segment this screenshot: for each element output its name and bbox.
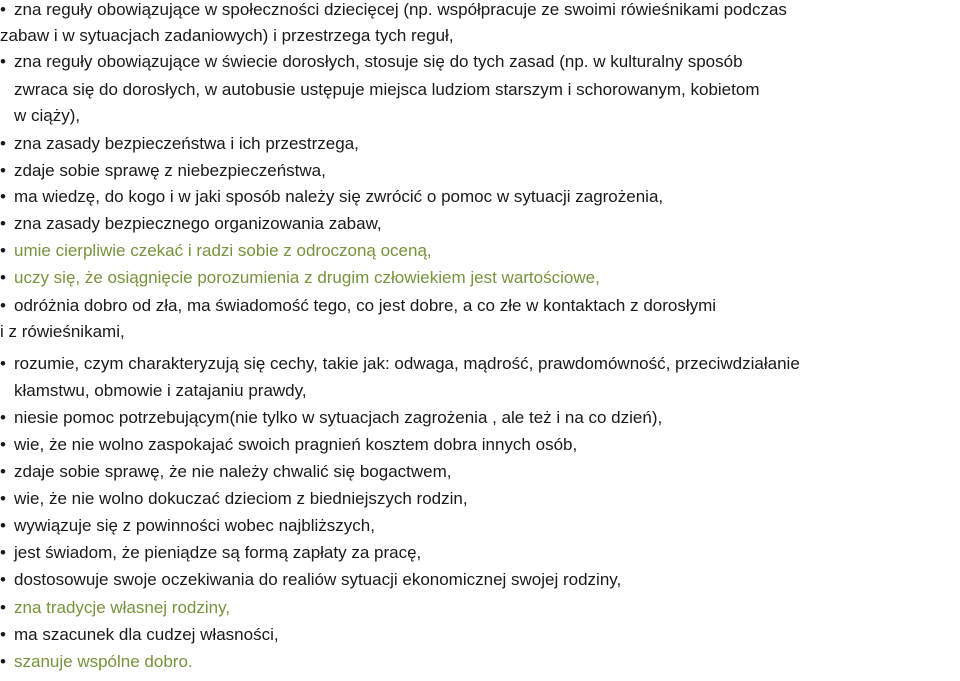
bullet: •: [0, 52, 6, 71]
list-item: [0, 0, 787, 20]
list-item: [0, 489, 468, 509]
bullet: •: [0, 187, 6, 206]
list-item-text: zna reguły obowiązujące w świecie dorosłych, stosuje się do tych zasad (np. w kulturalny sposób: [14, 52, 743, 71]
bullet: •: [0, 408, 6, 427]
bullet: •: [0, 570, 6, 589]
bullet: •: [0, 489, 6, 508]
list-item-text: kłamstwu, obmowie i zatajaniu prawdy,: [14, 381, 307, 400]
list-item-continuation: [0, 26, 454, 46]
list-item-text: zna tradycje własnej rodziny,: [14, 598, 231, 617]
list-item: [0, 354, 800, 374]
bullet: •: [0, 241, 6, 260]
bullet: •: [0, 296, 6, 315]
list-item-text: zna reguły obowiązujące w społeczności dziecięcej (np. współpracuje ze swoimi rówieśnikami podczas: [14, 0, 787, 19]
list-item-text: i z rówieśnikami,: [0, 322, 125, 341]
list-item-highlighted: [0, 241, 432, 261]
list-item-text: wywiązuje się z powinności wobec najbliższych,: [14, 516, 375, 535]
list-item: [0, 543, 421, 563]
list-item-text: wie, że nie wolno dokuczać dzieciom z biedniejszych rodzin,: [14, 489, 468, 508]
list-item-highlighted: [0, 268, 600, 288]
list-item-text: szanuje wspólne dobro.: [14, 652, 193, 671]
list-item-continuation: [14, 106, 80, 126]
list-item-text: w ciąży),: [14, 106, 81, 125]
list-item-text: zwraca się do dorosłych, w autobusie ustępuje miejsca ludziom starszym i schorowanym, kobietom: [14, 80, 760, 99]
list-item: [0, 435, 577, 455]
list-item-text: ma szacunek dla cudzej własności,: [14, 625, 279, 644]
list-item: [0, 462, 452, 482]
bullet: •: [0, 598, 6, 617]
list-item-text: rozumie, czym charakteryzują się cechy, takie jak: odwaga, mądrość, prawdomówność, przeciwdziałanie: [14, 354, 800, 373]
bullet: •: [0, 268, 6, 287]
list-item: [0, 570, 621, 590]
bullet: •: [0, 0, 6, 19]
list-item: [0, 408, 662, 428]
list-item: [0, 187, 663, 207]
bullet: •: [0, 161, 6, 180]
list-item-text: umie cierpliwie czekać i radzi sobie z odroczoną oceną,: [14, 241, 432, 260]
list-item-text: zabaw i w sytuacjach zadaniowych) i przestrzega tych reguł,: [0, 26, 454, 45]
list-item-continuation: [0, 322, 125, 342]
list-item-text: ma wiedzę, do kogo i w jaki sposób należy się zwrócić o pomoc w sytuacji zagrożenia,: [14, 187, 664, 206]
list-item-text: dostosowuje swoje oczekiwania do realiów sytuacji ekonomicznej swojej rodziny,: [14, 570, 622, 589]
bullet: •: [0, 214, 6, 233]
list-item: [0, 625, 279, 645]
bullet: •: [0, 134, 6, 153]
bullet: •: [0, 435, 6, 454]
list-item-text: odróżnia dobro od zła, ma świadomość tego, co jest dobre, a co złe w kontaktach z dorosłymi: [14, 296, 717, 315]
list-item-text: zna zasady bezpieczeństwa i ich przestrzega,: [14, 134, 359, 153]
bullet: •: [0, 543, 6, 562]
bullet: •: [0, 462, 6, 481]
list-item-highlighted: [0, 652, 193, 672]
list-item-text: zdaje sobie sprawę, że nie należy chwalić się bogactwem,: [14, 462, 452, 481]
list-item-text: jest świadom, że pieniądze są formą zapłaty za pracę,: [14, 543, 422, 562]
list-item: [0, 161, 326, 181]
bullet: •: [0, 516, 6, 535]
list-item-text: niesie pomoc potrzebującym(nie tylko w sytuacjach zagrożenia , ale też i na co dzień),: [14, 408, 663, 427]
list-item-highlighted: [0, 598, 230, 618]
list-item: [0, 296, 716, 316]
list-item: [0, 214, 382, 234]
list-item-text: uczy się, że osiągnięcie porozumienia z drugim człowiekiem jest wartościowe,: [14, 268, 600, 287]
list-item: [0, 52, 743, 72]
list-item-continuation: [14, 80, 759, 100]
list-item: [0, 516, 375, 536]
list-item-text: zna zasady bezpiecznego organizowania zabaw,: [14, 214, 382, 233]
bullet: •: [0, 354, 6, 373]
list-item-text: zdaje sobie sprawę z niebezpieczeństwa,: [14, 161, 326, 180]
list-item: [0, 134, 359, 154]
list-item-text: wie, że nie wolno zaspokajać swoich pragnień kosztem dobra innych osób,: [14, 435, 578, 454]
list-item-continuation: [14, 381, 307, 401]
bullet: •: [0, 652, 6, 671]
bullet: •: [0, 625, 6, 644]
